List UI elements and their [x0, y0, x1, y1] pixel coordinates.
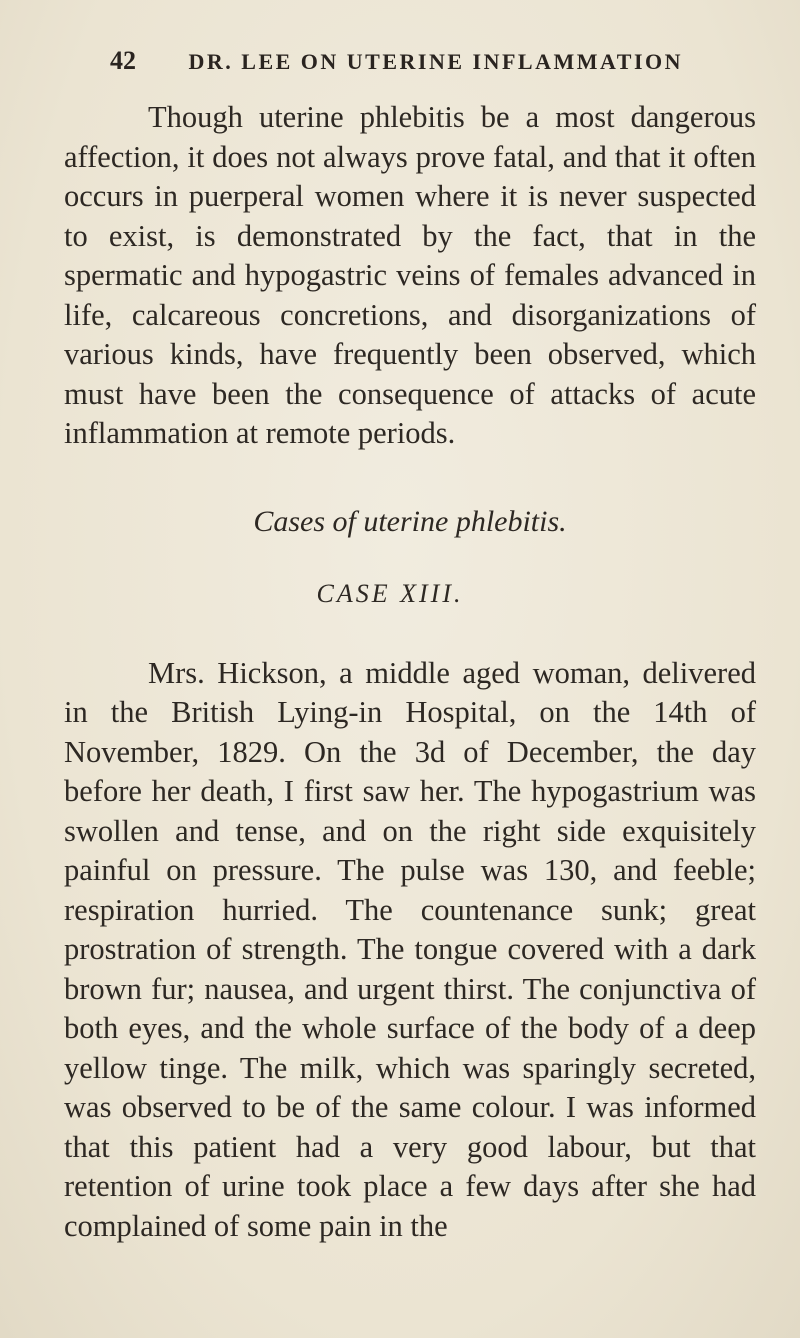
- section-heading: Cases of uterine phlebitis.: [253, 504, 567, 538]
- case-heading: CASE XIII.: [316, 578, 464, 608]
- page-number: 42: [110, 46, 136, 75]
- running-head: [110, 46, 756, 86]
- paragraph-case-hickson: Mrs. Hickson, a middle aged woman, delivered in the British Lying-in Hospital, on the 14th of November, 1829. On the 3d of December, the day before her death, I first saw her. The hypogastrium was swollen and tense, and on the right side exquisitely painful on pressure. The pulse was 130, and feeble; respiration hurried. The countenance sunk; great prostration of strength. The tongue covered with a dark brown fur; nausea, and urgent thirst. The conjunctiva of both eyes, and the whole surface of the body of a deep yellow tinge. The milk, which was sparingly secreted, was observed to be of the same colour. I was informed that this patient had a very good labour, but that retention of urine took place a few days after she had complained of some pain in the: [64, 655, 756, 1243]
- body-text: [64, 98, 756, 1246]
- running-title: DR. LEE ON UTERINE INFLAMMATION: [188, 49, 684, 74]
- paragraph-phlebitis-intro: Though uterine phlebitis be a most dangerous affection, it does not always prove fatal, and that it often occurs in puerperal women where it is never suspected to exist, is demonstrated by the fact, that in the spermatic and hypogastric veins of females advanced in life, calcareous concretions, and disorganizations of various kinds, have frequently been observed, which must have been the consequence of attacks of acute inflammation at remote periods.: [64, 100, 756, 450]
